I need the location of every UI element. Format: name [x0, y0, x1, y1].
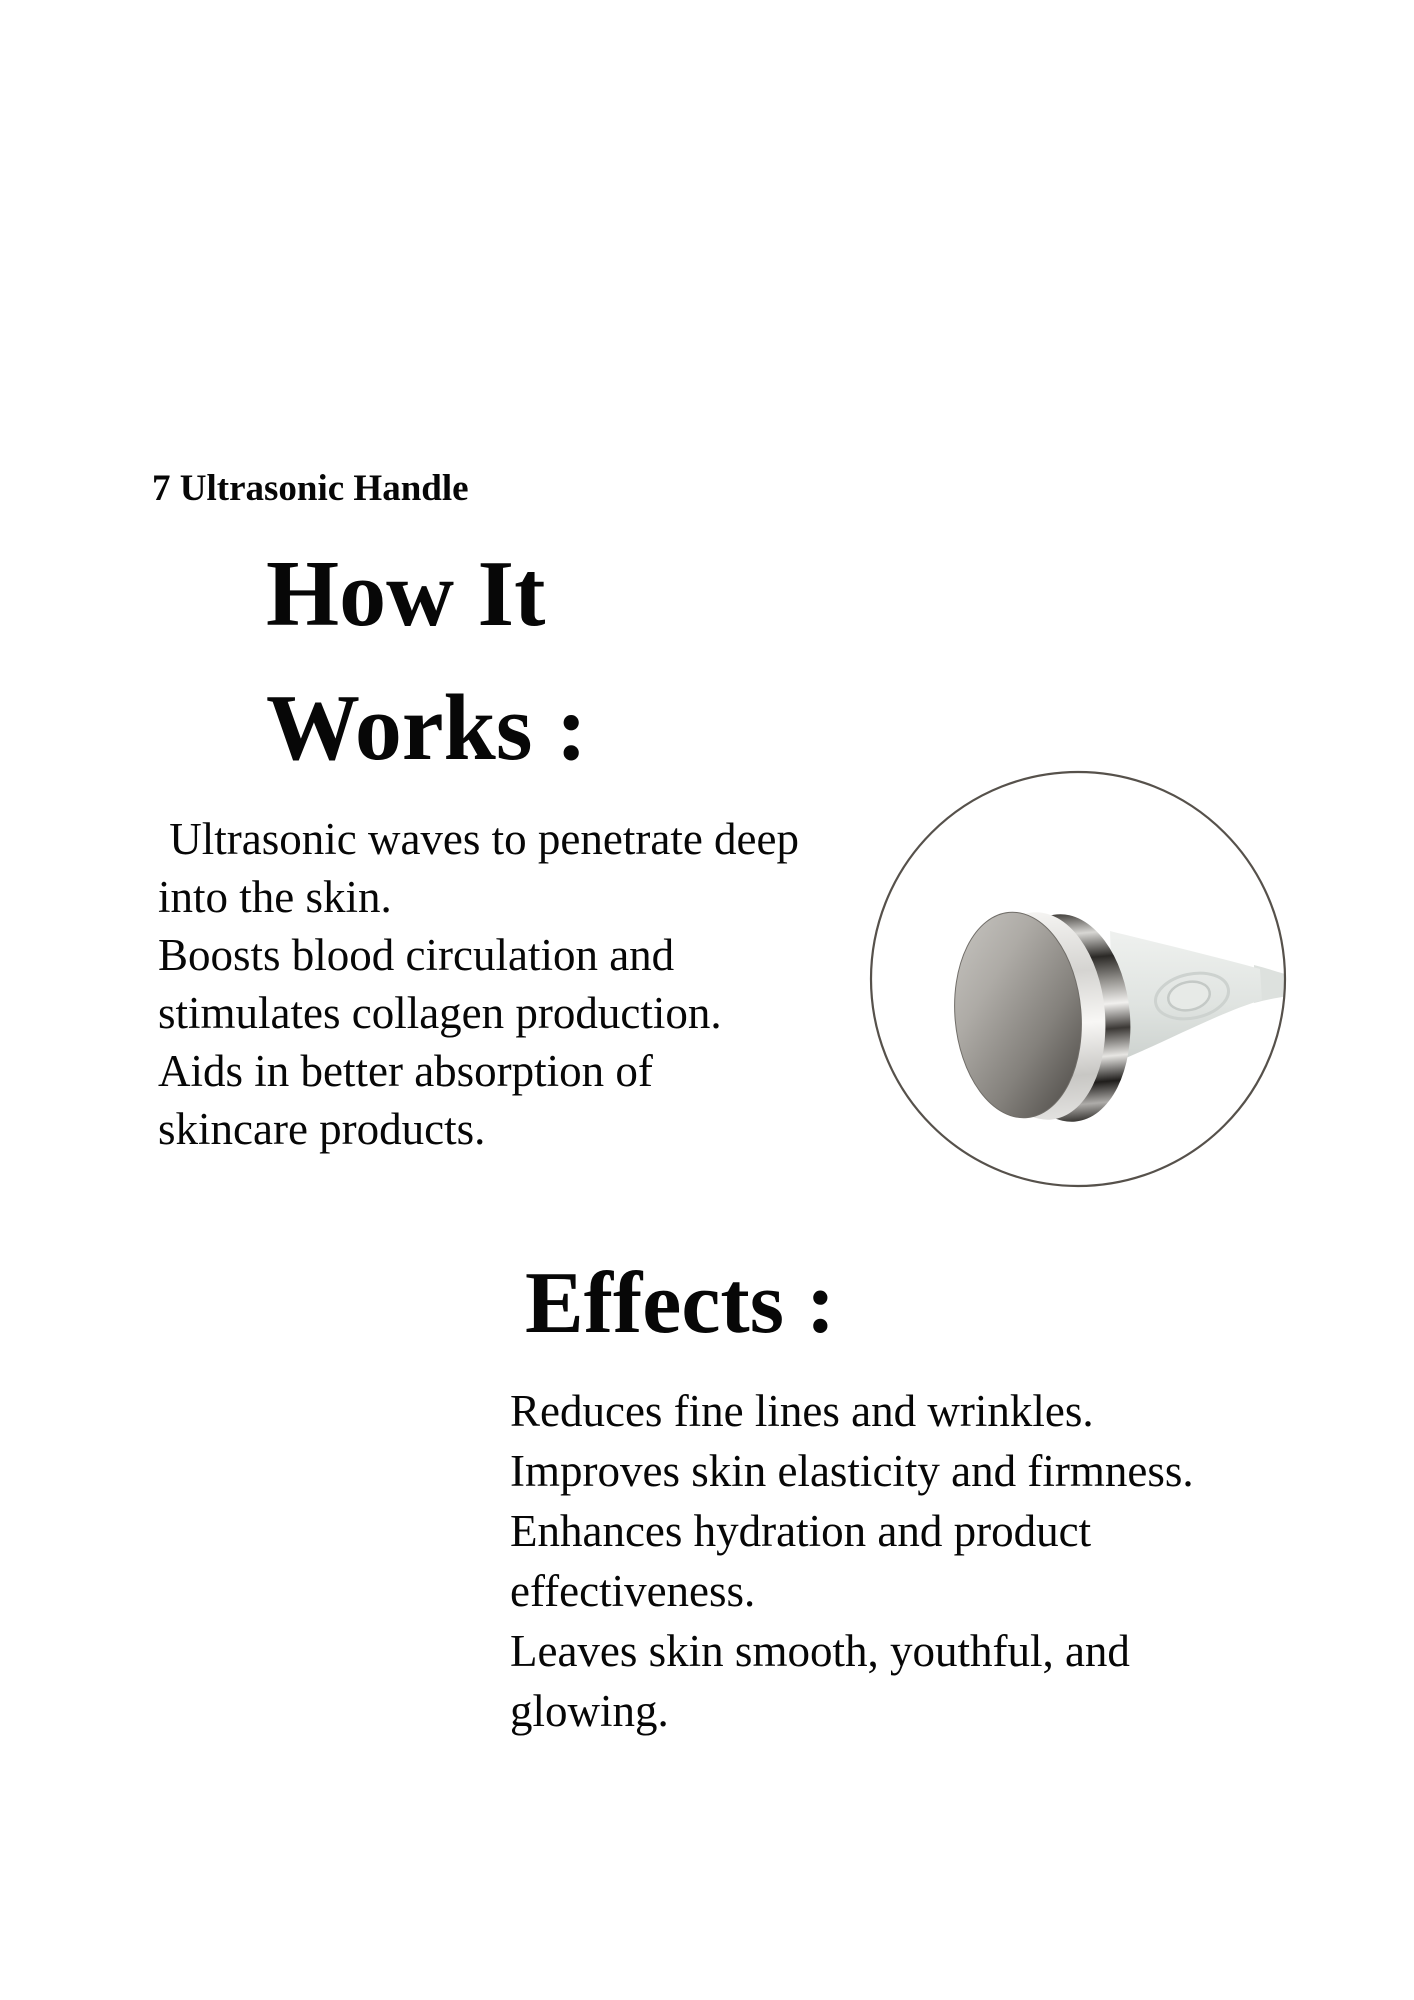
ultrasonic-handle-illustration — [868, 769, 1288, 1189]
text-line: Aids in better absorption of — [158, 1046, 653, 1096]
text-line: Leaves skin smooth, youthful, and — [510, 1626, 1130, 1676]
text-line: skincare products. — [158, 1104, 486, 1154]
text-line: Enhances hydration and product — [510, 1506, 1092, 1556]
how-it-works-title — [266, 527, 587, 795]
text-line: effectiveness. — [510, 1566, 756, 1616]
ultrasonic-handle-photo — [868, 769, 1288, 1189]
text-line: Ultrasonic waves to penetrate deep — [158, 814, 799, 864]
text-line: Improves skin elasticity and firmness. — [510, 1446, 1194, 1496]
text-line: Works : — [266, 676, 588, 780]
how-it-works-body — [158, 810, 799, 1158]
text-line: How It — [266, 542, 546, 646]
text-line: glowing. — [510, 1686, 669, 1736]
text-line: stimulates collagen production. — [158, 988, 722, 1038]
text-line: Reduces fine lines and wrinkles. — [510, 1386, 1094, 1436]
effects-title: Effects : — [525, 1255, 836, 1352]
text-line: Boosts blood circulation and — [158, 930, 675, 980]
text-line: into the skin. — [158, 872, 392, 922]
section-label: 7 Ultrasonic Handle — [152, 468, 469, 509]
effects-body — [510, 1381, 1194, 1741]
